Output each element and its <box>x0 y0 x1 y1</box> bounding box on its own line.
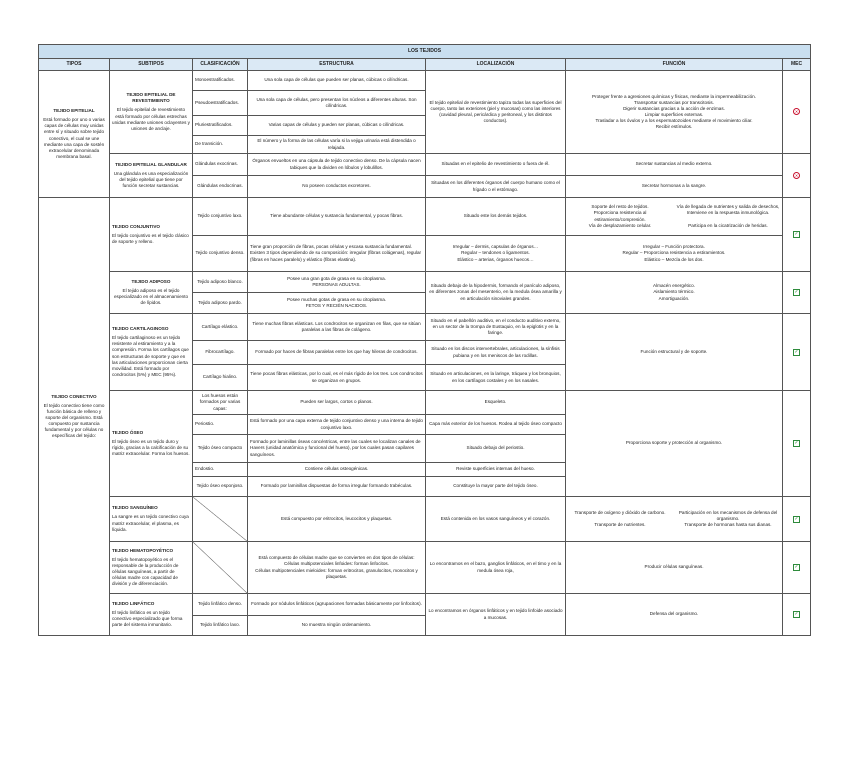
localizacion-linfatico: Lo encontramos en órganos linfáticos y en tejido linfoide asociado a mucosas. <box>426 594 566 636</box>
clasif-cell: Periostio. <box>193 415 248 435</box>
mec-no-icon: ✕ <box>783 154 811 198</box>
clasif-cell: Tejido óseo compacto <box>193 435 248 463</box>
clasif-cell: Tejido linfático denso. <box>193 594 248 616</box>
estructura-cell: Está formado por una capa externa de tejido conjuntivo denso y una interna de tejido conjuntivo laxo. <box>248 415 426 435</box>
tissues-table <box>38 44 811 636</box>
clasif-cell: Tejido conjuntivo laxo. <box>193 198 248 236</box>
empty-diagonal-cell <box>193 542 248 594</box>
header-subtipos: SUBTIPOS <box>110 59 193 71</box>
localizacion-adiposo: Situado debajo de la hipodermis, formando el panículo adiposo, en diferentes zonas del mesenterio, en la medula ósea amarilla y en articulación sinoviales grandes. <box>426 272 566 314</box>
estructura-cell: Formado por laminillas dispuestas de forma irregular formando trabéculas. <box>248 477 426 497</box>
estructura-cell: Formado por haces de fibras paralelas entre los que hay hileras de condrocitos. <box>248 341 426 365</box>
estructura-cell: Contiene células osteogénicas. <box>248 463 426 477</box>
localizacion-cell: Situado en articulaciones, en la laringe, tráquea y los bronquios, en los cartílagos costales y en los nasales. <box>426 365 566 391</box>
estructura-cell: No poseen conductos excretores. <box>248 176 426 198</box>
funcion-cell: Secretar hormonas a la sangre. <box>566 176 783 198</box>
localizacion-cell: Situado este los demás tejidos. <box>426 198 566 236</box>
clasif-cell: Tejido adiposo pardo. <box>193 293 248 314</box>
clasif-cell: Tejido conjuntivo denso. <box>193 236 248 272</box>
mec-ok-icon: ✓ <box>783 391 811 497</box>
clasif-cell: Monoestratificados. <box>193 71 248 91</box>
funcion-conjuntivo-denso: Irregular – Función protectora. Regular – Proporciona resistencia a estiramientos. Elástico – Mezcla de los dos. <box>566 236 783 272</box>
clasif-cell: Endostio. <box>193 463 248 477</box>
funcion-adiposo: Almacén energético. Aislamiento térmico. Amortiguación. <box>566 272 783 314</box>
clasif-cell: Cartílago elástico. <box>193 314 248 341</box>
subtipo-cartilaginoso: TEJIDO CARTILAGINOSO El tejido cartilaginoso es un tejido resistente al estiramiento y a la compresión. Forma los cartílagos que son estructuras de soporte y que en las articulaciones proporcionan cierta movilidad. Está formado por condrocitos (5%) y MEC (95%). <box>110 314 193 391</box>
clasif-cell: Tejido adiposo blanco. <box>193 272 248 293</box>
clasif-cell: Pseudoestratificados. <box>193 91 248 116</box>
mec-ok-icon: ✓ <box>783 272 811 314</box>
subtipo-revestimiento: TEJIDO EPITELIAL DE REVESTIMIENTO El tejido epitelial de revestimiento está formado por células estrechas unidas mediante uniones oclayentes y uniones de anclaje. <box>110 71 193 154</box>
localizacion-cell: Situado debajo del periostio. <box>426 435 566 463</box>
header-clasificacion: CLASIFICACIÓN <box>193 59 248 71</box>
funcion-revestimiento: Proteger frente a agresiones químicas y físicas, mediante la impermeabilización. Transportar sustancias por transcitosis. Digerir sustancias gracias a la acción de enzimas. Limpiar superficies externas. Trasladar a los óvulos y a los espermatozoides mediante el movimiento ciliar. Recibir estímulos. <box>566 71 783 154</box>
funcion-oseo: Proporciona soporte y protección al organismo. <box>566 391 783 497</box>
subtipo-adiposo: TEJIDO ADIPOSO El tejido adiposo es el tejido especializado en el almacenamiento de lípidos. <box>110 272 193 314</box>
estructura-cell: Posee una gran gota de grasa en su citoplasma. PERSONAS ADULTAS. <box>248 272 426 293</box>
clasif-cell: Fibrocartílago. <box>193 341 248 365</box>
localizacion-cell: Está contenida en los vasos sanguíneos y el corazón. <box>426 497 566 542</box>
tipo-conectivo: TEJIDO CONECTIVO El tejido conectivo tiene como función básica de relleno y soporte del organismo. Está compuesto por sustancia fundamental y por células no específicas del tejido: <box>39 198 110 636</box>
header-funcion: FUNCIÓN <box>566 59 783 71</box>
estructura-cell: Tiene abundante células y sustancia fundamental, y pocas fibras. <box>248 198 426 236</box>
funcion-cartilaginoso: Función estructural y de soporte. <box>566 314 783 391</box>
estructura-cell: Una sola capa de células, pero presentan los núcleos a diferentes alturas. Son cilíndricas. <box>248 91 426 116</box>
localizacion-cell: Esqueleto. <box>426 391 566 415</box>
clasif-cell: Los huesos están formados por varias capas: <box>193 391 248 415</box>
localizacion-cell: Capa más exterior de los huesos. Rodea al tejido óseo compacto <box>426 415 566 435</box>
header-mec: MEC <box>783 59 811 71</box>
estructura-cell: Posee muchas gotas de grasa en su citoplasma. FETOS Y RECIÉN NACIDOS. <box>248 293 426 314</box>
mec-ok-icon: ✓ <box>783 497 811 542</box>
estructura-cell: Tiene gran proporción de fibras, pocas células y escasa sustancia fundamental. Existen 3 tipos dependiendo de su composición: irregular (fibras colágenas), regular (fibras en haces paralelo) y elástico (fibras elastina). <box>248 236 426 272</box>
clasif-cell: Tejido linfático laxo. <box>193 616 248 636</box>
subtipo-hematopoyetico: TEJIDO HEMATOPOYÉTICO El tejido hematopoyético es el responsable de la producción de células sanguíneas, a partir de células madre con capacidad de división y de diferenciación. <box>110 542 193 594</box>
estructura-cell: Tiene muchas fibras elásticas. Los condrocitos se organizan en filas, que se sitúan paralelas a las fibras de colágeno. <box>248 314 426 341</box>
clasif-cell: Cartílago hialino. <box>193 365 248 391</box>
localizacion-cell: Reviste superficies internas del hueso. <box>426 463 566 477</box>
localizacion-cell: Situadas en el epitelio de revestimiento o fuera de él. <box>426 154 566 176</box>
header-estructura: ESTRUCTURA <box>248 59 426 71</box>
mec-no-icon: ✕ <box>783 71 811 154</box>
localizacion-cell: Constituye la mayor parte del tejido óseo. <box>426 477 566 497</box>
subtipo-conjuntivo: TEJIDO CONJUNTIVO El tejido conjuntivo es el tejido clásico de soporte y relleno. <box>110 198 193 272</box>
estructura-cell: Formado por laminillas óseas concéntricas, entre las cuales se localizan canales de Havers (unidad anatómica y funcional del hueso), por los cuales pasan capilares sanguíneos. <box>248 435 426 463</box>
localizacion-cell: Lo encontramos en el bazo, ganglios linfáticos, en el timo y en la medula ósea roja, <box>426 542 566 594</box>
estructura-cell: Varias capas de células y pueden ser planas, cúbicas o cilíndricas. <box>248 116 426 136</box>
localizacion-cell: Situado en el pabellón auditivo, en el conducto auditivo externo, en un sector de la trompa de Eustaquio, en la epiglotis y en la faringe. <box>426 314 566 341</box>
estructura-hematopoyetico: Está compuesto de células madre que se convierten en dos tipos de células: Células multipotenciales linfoides: forman linfocitos. Células multipotenciales mieloides: forman eritrocitos, granulocitos, monocitos y plaquetas. <box>248 542 426 594</box>
estructura-cell: Pueden ser largos, cortos o planos. <box>248 391 426 415</box>
estructura-cell: Está compuesto por eritrocitos, leucocitos y plaquetas. <box>248 497 426 542</box>
clasif-cell: Glándulas exocrinas. <box>193 154 248 176</box>
mec-ok-icon: ✓ <box>783 314 811 391</box>
table-title: LOS TEJIDOS <box>39 45 811 59</box>
localizacion-cell: Situadas en los diferentes órganos del cuerpo humano como el hígado o el estómago. <box>426 176 566 198</box>
localizacion-cell: Situado en los discos intervertebrales, articulaciones, la sínfisis pubiana y en los meniscos de las rodillas. <box>426 341 566 365</box>
funcion-cell: Producir células sanguíneas. <box>566 542 783 594</box>
estructura-cell: El número y la forma de las células varía si la vejiga urinaria está distendida o relajada. <box>248 136 426 154</box>
estructura-cell: Formado por nódulos linfáticos (agrupaciones formadas básicamente por linfocitos). <box>248 594 426 616</box>
mec-ok-icon: ✓ <box>783 542 811 594</box>
mec-ok-icon: ✓ <box>783 198 811 272</box>
subtipo-sanguineo: TEJIDO SANGUÍNEO La sangre es un tejido conectivo cuya matriz extracelular, el plasma, es líquida. <box>110 497 193 542</box>
estructura-cell: Tiene pocas fibras elásticas, por lo cual, es el más rígido de los tres. Los condrocitos se organizan en grupos. <box>248 365 426 391</box>
localizacion-conjuntivo-denso: Irregular – dermis, capsulas de órganos… Regular – tendones o ligamentos. Elástico – arterias, órganos huecos… <box>426 236 566 272</box>
clasif-cell: Tejido óseo esponjoso. <box>193 477 248 497</box>
localizacion-revestimiento: El tejido epitelial de revestimiento tapiza todas las superficies del cuerpo, tanto las exteriores (piel y mucosas) como las interiores (cavidad pleural, pericárdica y peritoneal, y los distintos conductos). <box>426 71 566 154</box>
subtipo-linfatico: TEJIDO LINFÁTICO El tejido linfático es un tejido conectivo especializado que forma parte del sistema inmunitario. <box>110 594 193 636</box>
funcion-linfatico: Defensa del organismo. <box>566 594 783 636</box>
empty-diagonal-cell <box>193 497 248 542</box>
estructura-cell: Órganos envueltos en una cápsula de tejido conectivo denso. De la cápsula nacen tabiques que la dividen en lóbulos y lobulillos. <box>248 154 426 176</box>
clasif-cell: Pluriestratificados. <box>193 116 248 136</box>
funcion-sanguineo: Transporte de oxígeno y dióxido de carbono. Participación en los mecanismos de defensa del organismo. Transporte de nutrientes. Transporte de hormonas hasta sus dianas. <box>566 497 783 542</box>
clasif-cell: De transición. <box>193 136 248 154</box>
subtipo-glandular: TEJIDO EPITELIAL GLANDULAR Una glándula es una especialización del tejido epitelial que tiene por función secretar sustancias. <box>110 154 193 198</box>
clasif-cell: Glándulas endocrinas. <box>193 176 248 198</box>
estructura-cell: Una sola capa de células que pueden ser planas, cúbicas o cilíndricas. <box>248 71 426 91</box>
tipo-epitelial: TEJIDO EPITELIAL Está formado por uno o varias capas de células muy unidas entre sí y situado sobre tejido conectivo, el cual se une mediante una capa de sostén extracelular denominada membrana basal. <box>39 71 110 198</box>
mec-ok-icon: ✓ <box>783 594 811 636</box>
estructura-cell: No muestra ningún ordenamiento. <box>248 616 426 636</box>
funcion-cell: Secretar sustancias al medio externo. <box>566 154 783 176</box>
funcion-conjuntivo-laxo: Soporte del resto de tejidos. Vía de llegada de nutrientes y salida de desechos, Proporciona resistencia al estiramiento/compresión. Interviene en la respuesta inmunológica. Vía de desplazamiento celular. Participa en la cicatrización de heridas. <box>566 198 783 236</box>
subtipo-oseo: TEJIDO ÓSEO El tejido óseo es un tejido duro y rígido, gracias a la calcificación de su matriz extracelular. Forma los huesos. <box>110 391 193 497</box>
header-localizacion: LOCALIZACIÓN <box>426 59 566 71</box>
header-tipos: TIPOS <box>39 59 110 71</box>
